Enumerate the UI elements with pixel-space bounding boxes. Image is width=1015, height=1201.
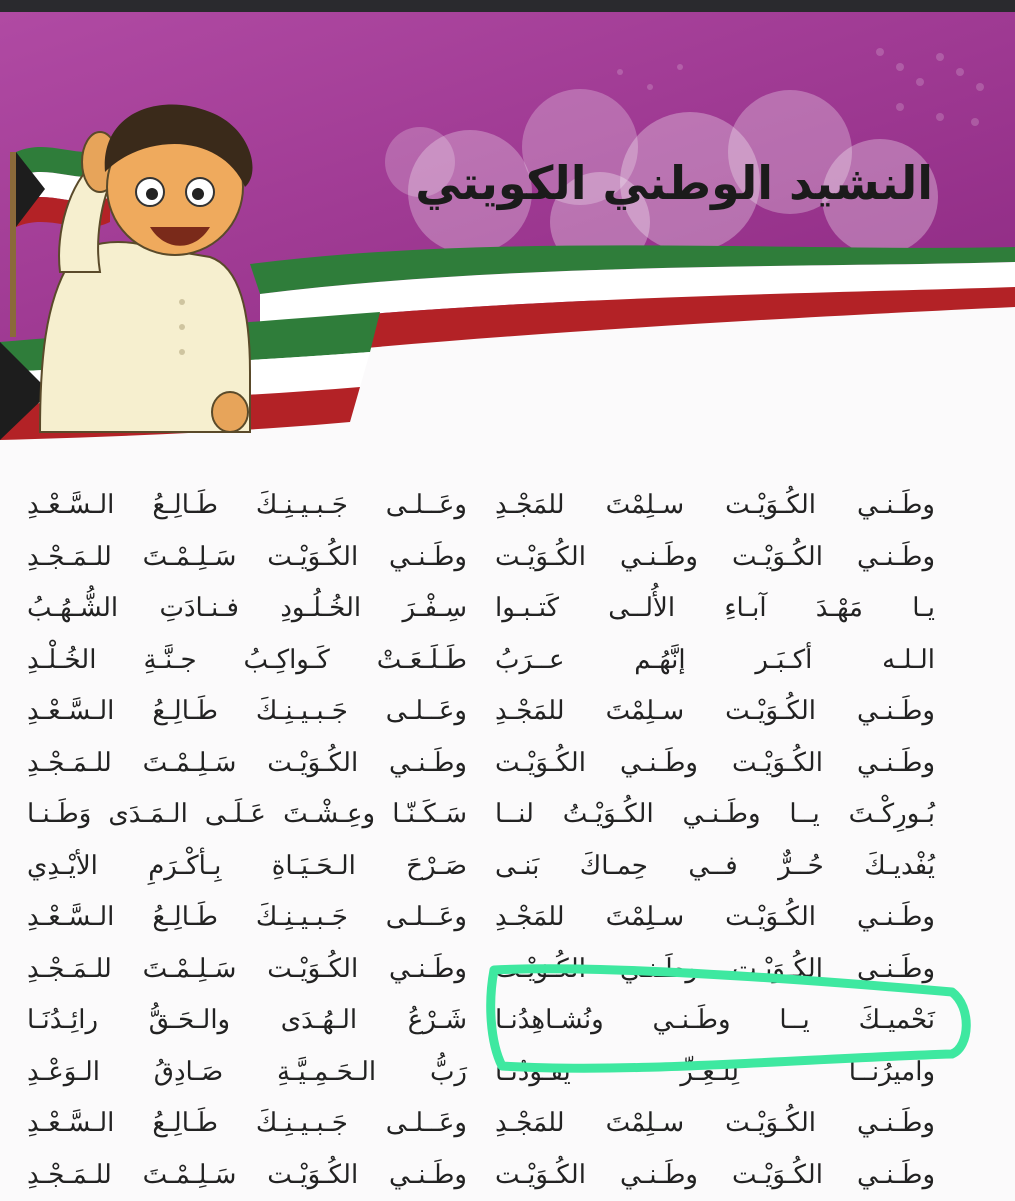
poem-line: وطَـنـي الكُـوَيْـت وطَـنـي الكُـوَيْـت [495,738,935,790]
banner [0,12,1015,452]
poem-line: وطَـنـي الكُـوَيْـت سـلِمْتَ للمَجْـدِ [495,892,935,944]
flag-pole [10,152,16,337]
poem-line: وعَــلـى جَـبـيـنِـكَ طَـالِـعُ الـسَّـعْـدِ [27,1098,467,1150]
boy-hand-lower [212,392,248,432]
poem-line: سِـفْـرَ الخُـلُـودِ فـنـادَتِ الشُّـهُـبُ [27,583,467,635]
poem-left-column [27,480,467,1201]
top-bar [0,0,1015,12]
poem-line: يـا مَهْـدَ آبـاءِ الأُلــى كَتـبـوا [495,583,935,635]
poem-line: سَـكَـنّـا وعِـشْـتَ عَـلَـى الـمَـدَى وَطَـنـا [27,789,467,841]
poem-line: طَـلَـعَـتْ كَـواكِـبُ جـنَّـةِ الخُـلْـدِ [27,635,467,687]
poem-line: يُفْديـكَ حُــرٌّ فــي حِمـاكَ بَنـى [495,841,935,893]
poem-line: وطَـنـي الكُـوَيْـت وطَـنـي الكُـوَيْـت [495,1150,935,1201]
poem-line: رَبُّ الـحَـمِـيَّـةِ صَـادِقُ الـوَعْـدِ [27,1047,467,1099]
poem-line: وطَـنـي الكُـوَيْـت سَـلِـمْـتَ للـمَـجْـدِ [27,1150,467,1201]
poem-line: الـلـه أكـبَـر إنَّهُـم عــرَبُ [495,635,935,687]
poem-line: وطَـنـي الكُـوَيْـت سَـلِـمْـتَ للـمَـجْـدِ [27,738,467,790]
poem-line: وطَـنـي الكُـوَيْـت سـلِمْتَ للمَجْـدِ [495,1098,935,1150]
poem-line: وطَـنـي الكُـوَيْـت سَـلِـمْـتَ للـمَـجْـدِ [27,944,467,996]
poem-line: شَـرْعُ الـهُـدَى والـحَـقُّ رائِـدُنَـا [27,995,467,1047]
poem-line: وعَــلـى جَـبـيـنِـكَ طَـالِـعُ الـسَّـعْـدِ [27,686,467,738]
poem-right-column [495,480,935,1201]
poem-line: وطَـنـي الكُـوَيْـت وطَـنـي الكُـوَيْـت [495,532,935,584]
poem-line-highlighted: نَحْميـكَ يــا وطَـنـي ونُشـاهِدُنـا [495,995,935,1047]
poem-line: وطَـنـي الكُـوَيْـت سـلِمْتَ للمَجْـدِ [495,686,935,738]
poem-line: بُـورِكْـتَ يــا وطَـنـي الكُـوَيْـتُ لنــا [495,789,935,841]
page-title: النشيد الوطني الكويتي [415,156,933,210]
poem-line: صَـرْحَ الـحَـيَـاةِ بِـأكْـرَمِ الأيْـدِي [27,841,467,893]
poem-line: وأميرُنــا لِلـعِـزِّ يَقـودُنـا [495,1047,935,1099]
poem-line: وطَـنـي الكُـوَيْـت سـلِمْتَ للمَجْـدِ [495,480,935,532]
poem-line: وعَــلـى جَـبـيـنِـكَ طَـالِـعُ الـسَّـعْـدِ [27,480,467,532]
poem-line: وطَـنـي الكُـوَيْـت سَـلِـمْـتَ للـمَـجْـدِ [27,532,467,584]
poem-line: وعَــلـى جَـبـيـنِـكَ طَـالِـعُ الـسَّـعْـدِ [27,892,467,944]
poem-line: وطَـنـي الكُـوَيْـت وطَـنـي الكُـوَيْـت [495,944,935,996]
